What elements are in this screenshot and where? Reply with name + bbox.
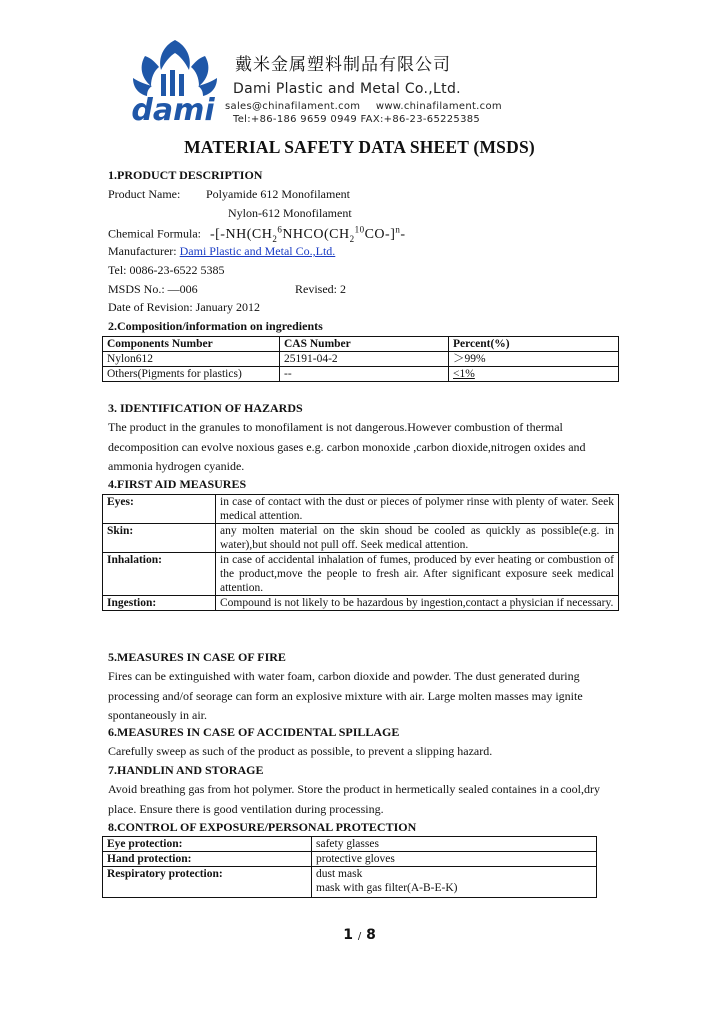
- table-row: [103, 524, 619, 553]
- email-text: sales@chinafilament.com: [225, 101, 361, 112]
- product-name-label: Product Name:: [108, 187, 181, 201]
- cell-line: mask with gas filter(A-B-E-K): [316, 882, 458, 894]
- table-cell: ＞99%: [449, 352, 619, 367]
- section-2-heading: 2.Composition/information on ingredients: [108, 319, 323, 333]
- revised-number: Revised: 2: [295, 282, 346, 296]
- header-cas: CAS Number: [280, 337, 449, 352]
- table-cell: [312, 867, 597, 898]
- section-3-heading: 3. IDENTIFICATION OF HAZARDS: [108, 401, 303, 415]
- section-3-text: The product in the granules to monofilament is not dangerous.However combustion of thermal decomposition can evolve noxious gases e.g. carbon monoxide ,carbon dioxide,nitrogen oxides and ammonia hydrogen cyanide.: [108, 420, 586, 473]
- table-header-row: [103, 337, 619, 352]
- table-cell: Respiratory protection:: [103, 867, 312, 898]
- table-row: [103, 367, 619, 382]
- table-row: [103, 495, 619, 524]
- page-current: 1: [343, 927, 353, 943]
- composition-table: [102, 336, 619, 382]
- first-aid-table: [102, 494, 619, 611]
- table-cell: Ingestion:: [103, 596, 216, 611]
- section-5-heading: 5.MEASURES IN CASE OF FIRE: [108, 650, 286, 664]
- manufacturer-link[interactable]: Dami Plastic and Metal Co.,Ltd.: [179, 244, 336, 258]
- table-cell: Inhalation:: [103, 553, 216, 596]
- section-7-heading: 7.HANDLIN AND STORAGE: [108, 763, 264, 777]
- revision-date: Date of Revision: January 2012: [108, 300, 260, 314]
- table-cell: any molten material on the skin shoud be cooled as quickly as possible(e.g. in water),but should not pull off. Seek medical attention.: [216, 524, 619, 553]
- chemical-formula-line: [108, 224, 406, 243]
- logo-wordmark: dami: [131, 93, 215, 124]
- table-cell: Nylon612: [103, 352, 280, 367]
- section-6-text: Carefully sweep as such of the product as possible, to prevent a slipping hazard.: [108, 744, 493, 758]
- table-cell: Eyes:: [103, 495, 216, 524]
- table-cell: in case of accidental inhalation of fumes, produced by ever heating or combustion of the product,move the people to fresh air. After significant exposure seek medical attention.: [216, 553, 619, 596]
- table-cell: 25191-04-2: [280, 352, 449, 367]
- msds-number: MSDS No.: —006: [108, 282, 198, 296]
- company-info: [225, 50, 525, 125]
- page-number: [0, 927, 719, 943]
- table-row: [103, 553, 619, 596]
- table-row: [103, 596, 619, 611]
- website-text: www.chinafilament.com: [375, 101, 502, 112]
- section-7-text: Avoid breathing gas from hot polymer. Store the product in hermetically sealed containes in a cool,dry place. Ensure there is good ventilation during processing.: [108, 782, 600, 816]
- section-8-heading: 8.CONTROL OF EXPOSURE/PERSONAL PROTECTION: [108, 820, 417, 834]
- table-cell: protective gloves: [312, 852, 597, 867]
- table-cell: Skin:: [103, 524, 216, 553]
- table-cell: in case of contact with the dust or pieces of polymer rinse with plenty of water. Seek medical attention.: [216, 495, 619, 524]
- page-separator: /: [357, 931, 362, 942]
- section-5-text: Fires can be extinguished with water foam, carbon dioxide and powder. The dust generated during processing and/of seorage can form an explosive mixture with air. Large molten masses may ignite spontaneously in air.: [108, 669, 583, 722]
- table-row: [103, 852, 597, 867]
- tel-fax-text: Tel:+86-186 9659 0949 FAX:+86-23-65225385: [233, 114, 481, 125]
- chemical-formula-label: Chemical Formula:: [108, 226, 201, 241]
- page-total: 8: [366, 927, 376, 943]
- manufacturer-label: Manufacturer:: [108, 244, 177, 258]
- product-name-1: Polyamide 612 Monofilament: [206, 187, 350, 201]
- table-row: [103, 867, 597, 898]
- contact-line: [225, 101, 525, 112]
- table-cell: --: [280, 367, 449, 382]
- chemical-formula: $-[-NH(CH_2^6NHCO(CH_2^{10}CO-]^n-$: [209, 224, 406, 244]
- table-row: [103, 352, 619, 367]
- table-cell: safety glasses: [312, 837, 597, 852]
- company-name-cn: 戴米金属塑料制品有限公司: [235, 55, 451, 75]
- section-1-heading: 1.PRODUCT DESCRIPTION: [108, 168, 263, 182]
- section-6-heading: 6.MEASURES IN CASE OF ACCIDENTAL SPILLAGE: [108, 725, 400, 739]
- tel-line: Tel: 0086-23-6522 5385: [108, 263, 225, 277]
- dami-logo: [125, 36, 225, 124]
- table-row: [103, 837, 597, 852]
- document-title: MATERIAL SAFETY DATA SHEET (MSDS): [184, 137, 535, 157]
- product-name-line: [108, 187, 350, 202]
- protection-table: [102, 836, 597, 898]
- header-percent: Percent(%): [449, 337, 619, 352]
- manufacturer-line: [108, 244, 335, 259]
- cell-line: dust mask: [316, 868, 363, 880]
- product-name-2: Nylon-612 Monofilament: [228, 206, 352, 220]
- header-components: Components Number: [103, 337, 280, 352]
- table-cell: <1%: [449, 367, 619, 382]
- section-4-heading: 4.FIRST AID MEASURES: [108, 477, 247, 491]
- table-cell: Hand protection:: [103, 852, 312, 867]
- table-cell: Eye protection:: [103, 837, 312, 852]
- table-cell: Compound is not likely to be hazardous by ingestion,contact a physician if necessary.: [216, 596, 619, 611]
- company-name-en: Dami Plastic and Metal Co.,Ltd.: [233, 81, 461, 97]
- table-cell: Others(Pigments for plastics): [103, 367, 280, 382]
